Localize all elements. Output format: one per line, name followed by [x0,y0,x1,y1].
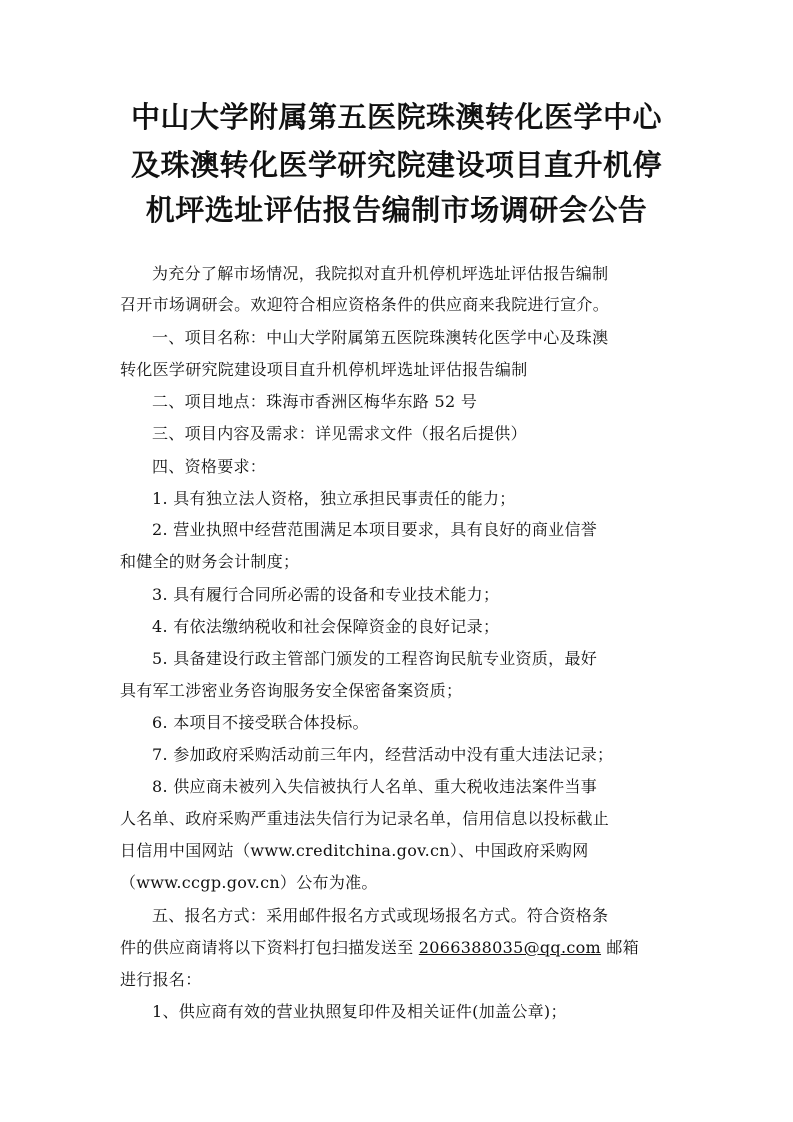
req4-line: 4. 有依法缴纳税收和社会保障资金的良好记录； [152,617,500,636]
req8-line-4: （www.ccgp.gov.cn）公布为准。 [120,873,378,892]
req7-line: 7. 参加政府采购活动前三年内，经营活动中没有重大违法记录； [152,745,614,764]
item2-line: 二、项目地点：珠海市香洲区梅华东路 52 号 [152,392,478,411]
req1-line: 1. 具有独立法人资格，独立承担民事责任的能力； [152,489,516,508]
item5-line-2-suffix: 邮箱 [601,938,640,957]
doc1-line: 1、供应商有效的营业执照复印件及相关证件(加盖公章)； [152,1002,567,1021]
item5-line-1: 五、报名方式：采用邮件报名方式或现场报名方式。符合资格条 [152,906,609,925]
item5-line-2 [120,936,680,960]
req8-line-1: 8. 供应商未被列入失信被执行人名单、重大税收违法案件当事 [152,777,598,796]
item5-line-3: 进行报名： [120,970,202,989]
item5-line-2-text: 件的供应商请将以下资料打包扫描发送至 [120,938,419,957]
req8-line-2: 人名单、政府采购严重违法失信行为记录名单，信用信息以投标截止 [120,809,610,828]
req5-line-2: 具有军工涉密业务咨询服务安全保密备案资质； [120,681,463,700]
email-link[interactable]: 2066388035@qq.com [418,938,602,957]
req8-line-3: 日信用中国网站（www.creditchina.gov.cn）、中国政府采购网 [120,841,589,860]
title-line-3: 机坪选址评估报告编制市场调研会公告 [145,193,648,227]
item3-line: 三、项目内容及需求：详见需求文件（报名后提供） [152,424,527,443]
req3-line: 3. 具有履行合同所必需的设备和专业技术能力； [152,585,500,604]
req5-line-1: 5. 具备建设行政主管部门颁发的工程咨询民航专业资质，最好 [152,649,598,668]
item1-line-2: 转化医学研究院建设项目直升机停机坪选址评估报告编制 [120,360,528,379]
intro-line-1: 为充分了解市场情况，我院拟对直升机停机坪选址评估报告编制 [152,264,609,283]
req2-line-2: 和健全的财务会计制度； [120,552,300,571]
item1-line-1: 一、项目名称：中山大学附属第五医院珠澳转化医学中心及珠澳 [152,328,609,347]
intro-line-2: 召开市场调研会。欢迎符合相应资格条件的供应商来我院进行宣介。 [120,295,610,314]
title-line-2: 及珠澳转化医学研究院建设项目直升机停 [130,148,662,182]
req2-line-1: 2. 营业执照中经营范围满足本项目要求，具有良好的商业信誉 [152,520,598,539]
item4-line: 四、资格要求： [152,457,267,476]
title-line-1: 中山大学附属第五医院珠澳转化医学中心 [130,100,662,134]
req6-line: 6. 本项目不接受联合体投标。 [152,713,369,732]
